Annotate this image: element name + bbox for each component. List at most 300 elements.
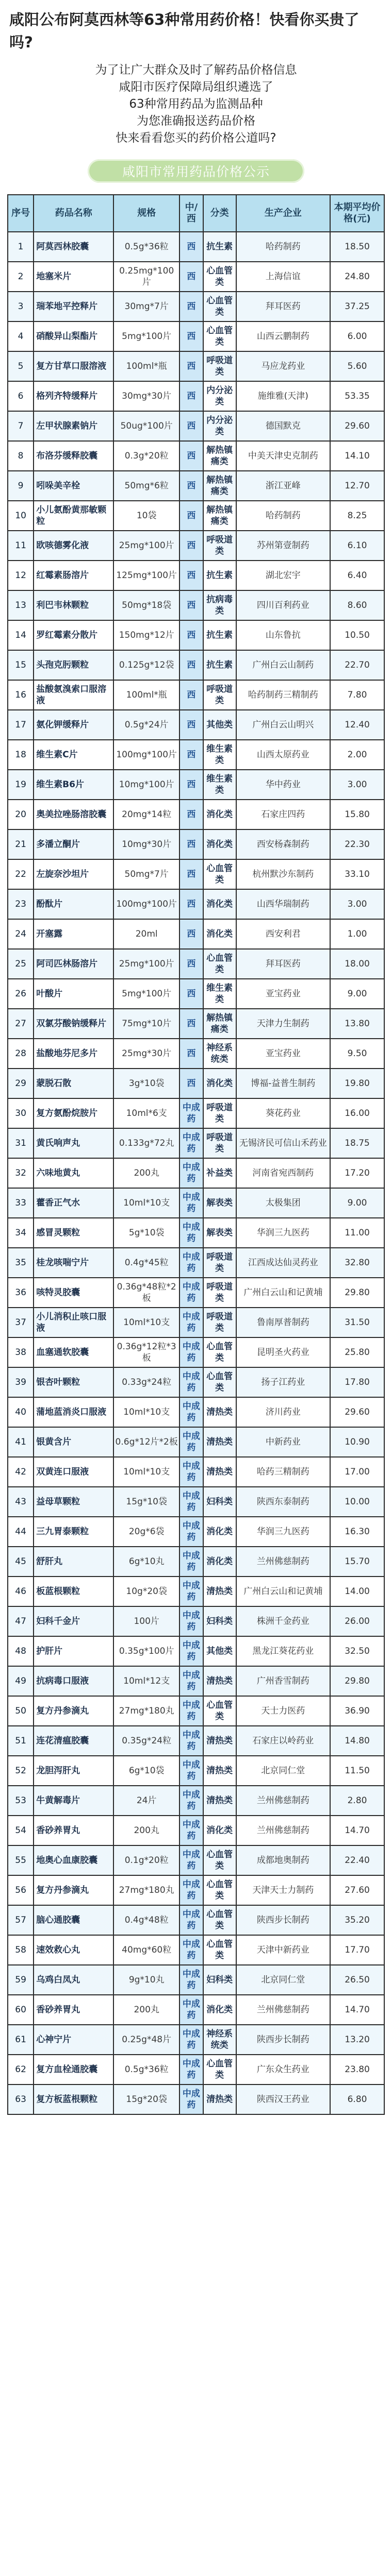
cell-index: 47	[8, 1606, 34, 1636]
cell-index: 61	[8, 2025, 34, 2055]
cell-avg-price: 22.40	[330, 1845, 384, 1875]
table-row	[8, 321, 384, 351]
cell-category: 中成药	[179, 1487, 203, 1517]
cell-avg-price: 3.00	[330, 889, 384, 919]
cell-manufacturer: 葵花药业	[236, 1098, 331, 1128]
cell-index: 46	[8, 1577, 34, 1606]
cell-index: 9	[8, 471, 34, 501]
cell-index: 45	[8, 1547, 34, 1577]
cell-spec: 30mg*30片	[113, 381, 179, 411]
cell-spec: 0.25g*48片	[113, 2025, 179, 2055]
table-row	[8, 1845, 384, 1875]
cell-class: 抗生素	[203, 232, 236, 262]
cell-category: 西	[179, 471, 203, 501]
cell-avg-price: 23.80	[330, 2055, 384, 2084]
cell-manufacturer: 山西太原药业	[236, 740, 331, 770]
cell-drug-name: 利巴韦林颗粒	[34, 590, 113, 620]
cell-spec: 0.3g*20粒	[113, 441, 179, 471]
table-row	[8, 1965, 384, 1995]
cell-drug-name: 藿香正气水	[34, 1188, 113, 1218]
cell-avg-price: 53.35	[330, 381, 384, 411]
cell-class: 妇科类	[203, 1606, 236, 1636]
cell-drug-name: 三九胃泰颗粒	[34, 1517, 113, 1547]
table-row	[8, 1547, 384, 1577]
cell-index: 48	[8, 1636, 34, 1666]
cell-avg-price: 22.70	[330, 650, 384, 680]
cell-avg-price: 7.80	[330, 680, 384, 710]
cell-drug-name: 咳特灵胶囊	[34, 1278, 113, 1308]
cell-manufacturer: 成都地奥制药	[236, 1845, 331, 1875]
cell-index: 60	[8, 1995, 34, 2025]
cell-index: 15	[8, 650, 34, 680]
cell-category: 中成药	[179, 1098, 203, 1128]
cell-class: 心血管类	[203, 321, 236, 351]
cell-drug-name: 双黄连口服液	[34, 1457, 113, 1487]
table-row	[8, 1935, 384, 1965]
cell-class: 呼吸道类	[203, 1308, 236, 1337]
cell-avg-price: 2.00	[330, 740, 384, 770]
cell-spec: 200丸	[113, 1995, 179, 2025]
cell-index: 54	[8, 1816, 34, 1845]
cell-index: 1	[8, 232, 34, 262]
cell-class: 清热类	[203, 1666, 236, 1696]
intro-line: 为了让广大群众及时了解药品价格信息	[95, 63, 297, 77]
cell-drug-name: 复方板蓝根颗粒	[34, 2084, 113, 2114]
cell-category: 西	[179, 680, 203, 710]
cell-spec: 10g*20袋	[113, 1577, 179, 1606]
cell-avg-price: 16.30	[330, 1517, 384, 1547]
cell-class: 心血管类	[203, 262, 236, 292]
cell-index: 21	[8, 829, 34, 859]
cell-class: 心血管类	[203, 292, 236, 321]
table-row	[8, 1786, 384, 1816]
cell-manufacturer: 广东众生药业	[236, 2055, 331, 2084]
cell-drug-name: 维生素B6片	[34, 770, 113, 800]
cell-spec: 0.35g*100片	[113, 1636, 179, 1666]
cell-class: 清热类	[203, 1726, 236, 1756]
cell-spec: 10mg*30片	[113, 829, 179, 859]
cell-drug-name: 维生素C片	[34, 740, 113, 770]
cell-drug-name: 速效救心丸	[34, 1935, 113, 1965]
cell-avg-price: 14.00	[330, 1577, 384, 1606]
table-row	[8, 1427, 384, 1457]
cell-index: 51	[8, 1726, 34, 1756]
cell-spec: 100mg*100片	[113, 740, 179, 770]
cell-class: 妇科类	[203, 1965, 236, 1995]
cell-drug-name: 板蓝根颗粒	[34, 1577, 113, 1606]
cell-spec: 75mg*10片	[113, 1009, 179, 1039]
cell-category: 西	[179, 531, 203, 561]
cell-category: 西	[179, 441, 203, 471]
cell-manufacturer: 山西华瑞制药	[236, 889, 331, 919]
cell-manufacturer: 扬子江药业	[236, 1367, 331, 1397]
cell-index: 31	[8, 1128, 34, 1158]
cell-index: 25	[8, 949, 34, 979]
cell-spec: 0.36g*12粒*3板	[113, 1337, 179, 1367]
table-row	[8, 262, 384, 292]
cell-drug-name: 护肝片	[34, 1636, 113, 1666]
cell-drug-name: 桂龙咳喘宁片	[34, 1248, 113, 1278]
cell-drug-name: 复方丹参滴丸	[34, 1696, 113, 1726]
cell-drug-name: 双氯芬酸钠缓释片	[34, 1009, 113, 1039]
cell-class: 消化类	[203, 1995, 236, 2025]
cell-drug-name: 硝酸异山梨酯片	[34, 321, 113, 351]
cell-class: 心血管类	[203, 1367, 236, 1397]
intro-line: 快来看看您买的药价格公道吗?	[116, 131, 276, 145]
cell-avg-price: 6.40	[330, 561, 384, 590]
cell-avg-price: 18.00	[330, 949, 384, 979]
cell-drug-name: 头孢克肟颗粒	[34, 650, 113, 680]
cell-index: 6	[8, 381, 34, 411]
cell-class: 清热类	[203, 1457, 236, 1487]
cell-spec: 0.35g*24粒	[113, 1726, 179, 1756]
cell-drug-name: 香砂养胃丸	[34, 1995, 113, 2025]
cell-index: 13	[8, 590, 34, 620]
cell-index: 39	[8, 1367, 34, 1397]
table-row	[8, 770, 384, 800]
cell-manufacturer: 西安利君	[236, 919, 331, 949]
cell-category: 中成药	[179, 1816, 203, 1845]
cell-category: 西	[179, 710, 203, 740]
cell-drug-name: 黄氏响声丸	[34, 1128, 113, 1158]
cell-class: 消化类	[203, 829, 236, 859]
cell-spec: 0.133g*72丸	[113, 1128, 179, 1158]
cell-avg-price: 2.80	[330, 1786, 384, 1816]
table-row	[8, 1188, 384, 1218]
cell-spec: 0.6g*12片*2板	[113, 1427, 179, 1457]
cell-drug-name: 叶酸片	[34, 979, 113, 1009]
cell-index: 28	[8, 1039, 34, 1069]
cell-avg-price: 13.20	[330, 2025, 384, 2055]
table-row	[8, 680, 384, 710]
cell-class: 维生素类	[203, 740, 236, 770]
cell-drug-name: 舒肝丸	[34, 1547, 113, 1577]
intro-line: 咸阳市医疗保障局组织遴选了	[119, 80, 273, 94]
table-row	[8, 889, 384, 919]
cell-index: 44	[8, 1517, 34, 1547]
cell-drug-name: 脑心通胶囊	[34, 1905, 113, 1935]
cell-drug-name: 瑞苯地平控释片	[34, 292, 113, 321]
cell-spec: 25mg*30片	[113, 1039, 179, 1069]
cell-manufacturer: 上海信谊	[236, 262, 331, 292]
table-row	[8, 590, 384, 620]
cell-spec: 0.36g*48粒*2板	[113, 1278, 179, 1308]
cell-spec: 10袋	[113, 501, 179, 531]
cell-drug-name: 牛黄解毒片	[34, 1786, 113, 1816]
cell-category: 西	[179, 740, 203, 770]
cell-class: 解表类	[203, 1188, 236, 1218]
table-row	[8, 1158, 384, 1188]
header-category: 中/西	[179, 195, 203, 232]
cell-class: 消化类	[203, 1816, 236, 1845]
cell-category: 中成药	[179, 1845, 203, 1875]
cell-class: 心血管类	[203, 1845, 236, 1875]
cell-manufacturer: 陕西步长制药	[236, 2025, 331, 2055]
cell-spec: 0.5g*36粒	[113, 232, 179, 262]
cell-index: 17	[8, 710, 34, 740]
cell-drug-name: 左旋奈沙坦片	[34, 859, 113, 889]
cell-spec: 50mg*7片	[113, 859, 179, 889]
cell-category: 西	[179, 232, 203, 262]
cell-index: 8	[8, 441, 34, 471]
cell-spec: 0.5g*24片	[113, 710, 179, 740]
cell-spec: 15g*10袋	[113, 1487, 179, 1517]
cell-drug-name: 格列齐特缓释片	[34, 381, 113, 411]
cell-category: 西	[179, 800, 203, 829]
cell-avg-price: 10.90	[330, 1427, 384, 1457]
cell-spec: 10mg*100片	[113, 770, 179, 800]
cell-manufacturer: 西安杨森制药	[236, 829, 331, 859]
table-row	[8, 381, 384, 411]
cell-avg-price: 8.25	[330, 501, 384, 531]
cell-drug-name: 红霉素肠溶片	[34, 561, 113, 590]
table-row	[8, 740, 384, 770]
table-row	[8, 2055, 384, 2084]
table-row	[8, 501, 384, 531]
cell-drug-name: 酚酞片	[34, 889, 113, 919]
cell-avg-price: 6.80	[330, 2084, 384, 2114]
table-row	[8, 1337, 384, 1367]
cell-avg-price: 11.50	[330, 1756, 384, 1786]
table-row	[8, 1995, 384, 2025]
table-row	[8, 800, 384, 829]
cell-index: 37	[8, 1308, 34, 1337]
cell-manufacturer: 哈药制药	[236, 501, 331, 531]
cell-class: 抗病毒类	[203, 590, 236, 620]
cell-class: 消化类	[203, 1547, 236, 1577]
cell-avg-price: 1.00	[330, 919, 384, 949]
header-spec: 规格	[113, 195, 179, 232]
cell-avg-price: 10.50	[330, 620, 384, 650]
cell-manufacturer: 博福-益普生制药	[236, 1069, 331, 1098]
cell-index: 56	[8, 1875, 34, 1905]
cell-class: 神经系统类	[203, 2025, 236, 2055]
table-row	[8, 859, 384, 889]
cell-manufacturer: 江西成达仙灵药业	[236, 1248, 331, 1278]
cell-class: 抗生素	[203, 561, 236, 590]
cell-spec: 200丸	[113, 1158, 179, 1188]
table-row	[8, 1367, 384, 1397]
cell-index: 62	[8, 2055, 34, 2084]
cell-manufacturer: 中美天津史克制药	[236, 441, 331, 471]
cell-avg-price: 29.80	[330, 1278, 384, 1308]
cell-manufacturer: 广州香雪制药	[236, 1666, 331, 1696]
cell-class: 其他类	[203, 710, 236, 740]
cell-manufacturer: 鲁南厚普制药	[236, 1308, 331, 1337]
cell-manufacturer: 德国默克	[236, 411, 331, 441]
cell-manufacturer: 哈药制药三精制药	[236, 680, 331, 710]
cell-class: 清热类	[203, 1397, 236, 1427]
cell-manufacturer: 天津中新药业	[236, 1935, 331, 1965]
cell-category: 西	[179, 979, 203, 1009]
cell-index: 42	[8, 1457, 34, 1487]
cell-category: 中成药	[179, 1636, 203, 1666]
cell-spec: 24片	[113, 1786, 179, 1816]
cell-manufacturer: 山东鲁抗	[236, 620, 331, 650]
cell-avg-price: 11.00	[330, 1218, 384, 1248]
cell-manufacturer: 哈药三精制药	[236, 1457, 331, 1487]
cell-class: 其他类	[203, 1636, 236, 1666]
cell-manufacturer: 北京同仁堂	[236, 1756, 331, 1786]
cell-manufacturer: 天津天士力制药	[236, 1875, 331, 1905]
cell-avg-price: 17.70	[330, 1935, 384, 1965]
cell-manufacturer: 拜耳医药	[236, 292, 331, 321]
cell-drug-name: 布洛芬缓释胶囊	[34, 441, 113, 471]
cell-drug-name: 抗病毒口服液	[34, 1666, 113, 1696]
banner-title: 咸阳市常用药品价格公示	[122, 164, 270, 179]
table-row	[8, 710, 384, 740]
cell-category: 中成药	[179, 1367, 203, 1397]
cell-drug-name: 益母草颗粒	[34, 1487, 113, 1517]
cell-drug-name: 吲哚美辛栓	[34, 471, 113, 501]
cell-index: 55	[8, 1845, 34, 1875]
cell-class: 清热类	[203, 1756, 236, 1786]
cell-category: 中成药	[179, 1995, 203, 2025]
cell-drug-name: 感冒灵颗粒	[34, 1218, 113, 1248]
cell-avg-price: 6.10	[330, 531, 384, 561]
cell-spec: 0.125g*12袋	[113, 650, 179, 680]
cell-avg-price: 17.20	[330, 1158, 384, 1188]
cell-avg-price: 12.40	[330, 710, 384, 740]
cell-manufacturer: 兰州佛慈制药	[236, 1547, 331, 1577]
cell-index: 3	[8, 292, 34, 321]
cell-class: 呼吸道类	[203, 531, 236, 561]
cell-index: 19	[8, 770, 34, 800]
cell-index: 57	[8, 1905, 34, 1935]
cell-drug-name: 地塞米片	[34, 262, 113, 292]
cell-class: 消化类	[203, 889, 236, 919]
cell-spec: 25mg*100片	[113, 531, 179, 561]
cell-class: 心血管类	[203, 859, 236, 889]
cell-spec: 0.4g*48粒	[113, 1905, 179, 1935]
cell-manufacturer: 苏州第壹制药	[236, 531, 331, 561]
cell-category: 中成药	[179, 2084, 203, 2114]
cell-spec: 150mg*12片	[113, 620, 179, 650]
cell-class: 心血管类	[203, 1905, 236, 1935]
cell-index: 24	[8, 919, 34, 949]
table-row	[8, 620, 384, 650]
cell-class: 消化类	[203, 800, 236, 829]
cell-category: 西	[179, 292, 203, 321]
cell-index: 26	[8, 979, 34, 1009]
cell-avg-price: 26.00	[330, 1606, 384, 1636]
cell-manufacturer: 天津力生制药	[236, 1009, 331, 1039]
table-row	[8, 1248, 384, 1278]
cell-avg-price: 6.00	[330, 321, 384, 351]
cell-index: 23	[8, 889, 34, 919]
cell-manufacturer: 陕西东泰制药	[236, 1487, 331, 1517]
cell-index: 32	[8, 1158, 34, 1188]
cell-avg-price: 33.10	[330, 859, 384, 889]
cell-class: 呼吸道类	[203, 351, 236, 381]
cell-avg-price: 8.60	[330, 590, 384, 620]
cell-spec: 5g*10袋	[113, 1218, 179, 1248]
cell-avg-price: 37.25	[330, 292, 384, 321]
cell-manufacturer: 湖北宏宇	[236, 561, 331, 590]
cell-drug-name: 盐酸氨溴索口服溶液	[34, 680, 113, 710]
cell-category: 西	[179, 859, 203, 889]
cell-category: 西	[179, 411, 203, 441]
cell-spec: 10ml*10支	[113, 1188, 179, 1218]
cell-category: 西	[179, 1039, 203, 1069]
cell-manufacturer: 杭州默沙东制药	[236, 859, 331, 889]
cell-spec: 5mg*100片	[113, 979, 179, 1009]
cell-avg-price: 32.80	[330, 1248, 384, 1278]
cell-spec: 0.5g*36粒	[113, 2055, 179, 2084]
cell-index: 38	[8, 1337, 34, 1367]
cell-class: 解热镇痛类	[203, 441, 236, 471]
cell-manufacturer: 广州白云山明兴	[236, 710, 331, 740]
cell-manufacturer: 华中药业	[236, 770, 331, 800]
cell-drug-name: 复方氨酚烷胺片	[34, 1098, 113, 1128]
cell-spec: 100mg*100片	[113, 889, 179, 919]
article-headline: 咸阳公布阿莫西林等63种常用药价格！快看你买贵了吗?	[9, 11, 360, 51]
cell-manufacturer: 陕西汉王药业	[236, 2084, 331, 2114]
intro-line: 为您准确报送药品价格	[137, 114, 255, 128]
cell-drug-name: 六味地黄丸	[34, 1158, 113, 1188]
table-row	[8, 471, 384, 501]
cell-manufacturer: 马应龙药业	[236, 351, 331, 381]
cell-manufacturer: 哈药制药	[236, 232, 331, 262]
table-row	[8, 1397, 384, 1427]
cell-class: 消化类	[203, 919, 236, 949]
cell-manufacturer: 广州白云山制药	[236, 650, 331, 680]
cell-manufacturer: 浙江亚峰	[236, 471, 331, 501]
cell-avg-price: 26.50	[330, 1965, 384, 1995]
cell-spec: 100ml*瓶	[113, 680, 179, 710]
cell-category: 中成药	[179, 1875, 203, 1905]
price-table	[7, 194, 385, 2115]
cell-index: 52	[8, 1756, 34, 1786]
cell-spec: 125mg*100片	[113, 561, 179, 590]
cell-manufacturer: 无锡济民可信山禾药业	[236, 1128, 331, 1158]
cell-drug-name: 连花清瘟胶囊	[34, 1726, 113, 1756]
cell-spec: 0.1g*20粒	[113, 1845, 179, 1875]
cell-category: 西	[179, 620, 203, 650]
table-row	[8, 1069, 384, 1098]
cell-index: 58	[8, 1935, 34, 1965]
cell-drug-name: 氨化钾缓释片	[34, 710, 113, 740]
cell-class: 呼吸道类	[203, 1098, 236, 1128]
table-row	[8, 979, 384, 1009]
cell-spec: 10ml*10支	[113, 1397, 179, 1427]
cell-avg-price: 3.00	[330, 770, 384, 800]
cell-spec: 5mg*100片	[113, 321, 179, 351]
cell-category: 中成药	[179, 1666, 203, 1696]
cell-category: 中成药	[179, 1517, 203, 1547]
cell-class: 心血管类	[203, 1875, 236, 1905]
cell-manufacturer: 北京同仁堂	[236, 1965, 331, 1995]
cell-manufacturer: 太极集团	[236, 1188, 331, 1218]
header-index: 序号	[8, 195, 34, 232]
cell-class: 消化类	[203, 1517, 236, 1547]
cell-manufacturer: 石家庄以岭药业	[236, 1726, 331, 1756]
cell-index: 7	[8, 411, 34, 441]
cell-index: 10	[8, 501, 34, 531]
cell-class: 维生素类	[203, 770, 236, 800]
cell-avg-price: 9.00	[330, 1188, 384, 1218]
cell-index: 40	[8, 1397, 34, 1427]
cell-category: 中成药	[179, 1935, 203, 1965]
cell-manufacturer: 中新药业	[236, 1427, 331, 1457]
cell-index: 14	[8, 620, 34, 650]
cell-drug-name: 罗红霉素分散片	[34, 620, 113, 650]
cell-manufacturer: 四川百利药业	[236, 590, 331, 620]
cell-class: 心血管类	[203, 1935, 236, 1965]
cell-spec: 20ml	[113, 919, 179, 949]
table-row	[8, 1517, 384, 1547]
table-row	[8, 1875, 384, 1905]
